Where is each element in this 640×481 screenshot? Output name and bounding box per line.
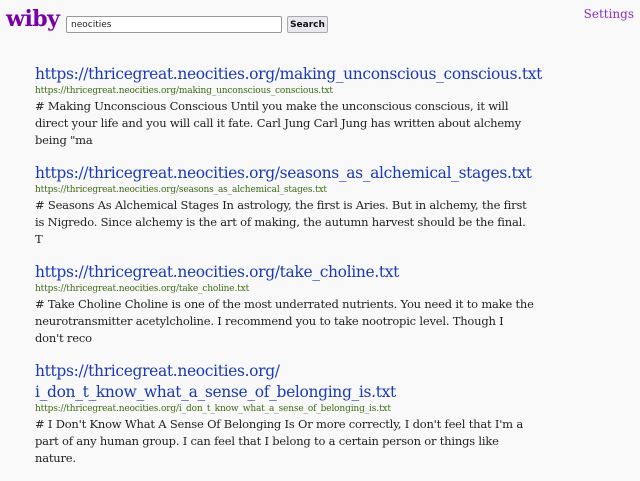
settings-link[interactable]: Settings: [583, 7, 634, 21]
result-url: https://thricegreat.neocities.org/seasons_as_alchemical_stages.txt: [35, 185, 327, 195]
header: [0, 0, 640, 48]
result-snippet: # Seasons As Alchemical Stages In astrology, the first is Aries. But in alchemy, the first is Nigredo. Since alchemy is the art of making, the autumn harvest should be the final. T: [35, 198, 527, 246]
results-list: [35, 64, 542, 481]
result-snippet: # Take Choline Choline is one of the most underrated nutrients. You need it to make the neurotransmitter acetylcholine. I recommend you to take nootropic level. Though I don't reco: [35, 297, 534, 345]
search-button[interactable]: Search: [287, 16, 328, 33]
result-title-link[interactable]: https://thricegreat.neocities.org/seasons_as_alchemical_stages.txt: [35, 164, 532, 182]
result-url: https://thricegreat.neocities.org/making_unconscious_conscious.txt: [35, 86, 333, 96]
result-item: [35, 262, 535, 347]
result-item: [35, 163, 535, 248]
result-url: https://thricegreat.neocities.org/i_don_t_know_what_a_sense_of_belonging_is.txt: [35, 404, 391, 414]
result-title-link[interactable]: https://thricegreat.neocities.org/ i_don_t_know_what_a_sense_of_belonging_is.txt: [35, 362, 396, 401]
result-title-link[interactable]: https://thricegreat.neocities.org/making_unconscious_conscious.txt: [35, 65, 542, 83]
result-title-link[interactable]: https://thricegreat.neocities.org/take_choline.txt: [35, 263, 400, 281]
result-snippet: # I Don't Know What A Sense Of Belonging Is Or more correctly, I don't feel that I'm a part of any human group. I can feel that I belong to a certain person or things like nature.: [35, 417, 524, 465]
result-url: https://thricegreat.neocities.org/take_choline.txt: [35, 284, 250, 294]
wiby-logo[interactable]: wiby: [6, 6, 60, 32]
result-snippet: # Making Unconscious Conscious Until you make the unconscious conscious, it will direct your life and you will call it fate. Carl Jung Carl Jung has written about alchemy being "ma: [35, 99, 521, 147]
result-item: [35, 64, 542, 149]
result-item: [35, 361, 535, 467]
search-input[interactable]: [66, 16, 282, 33]
